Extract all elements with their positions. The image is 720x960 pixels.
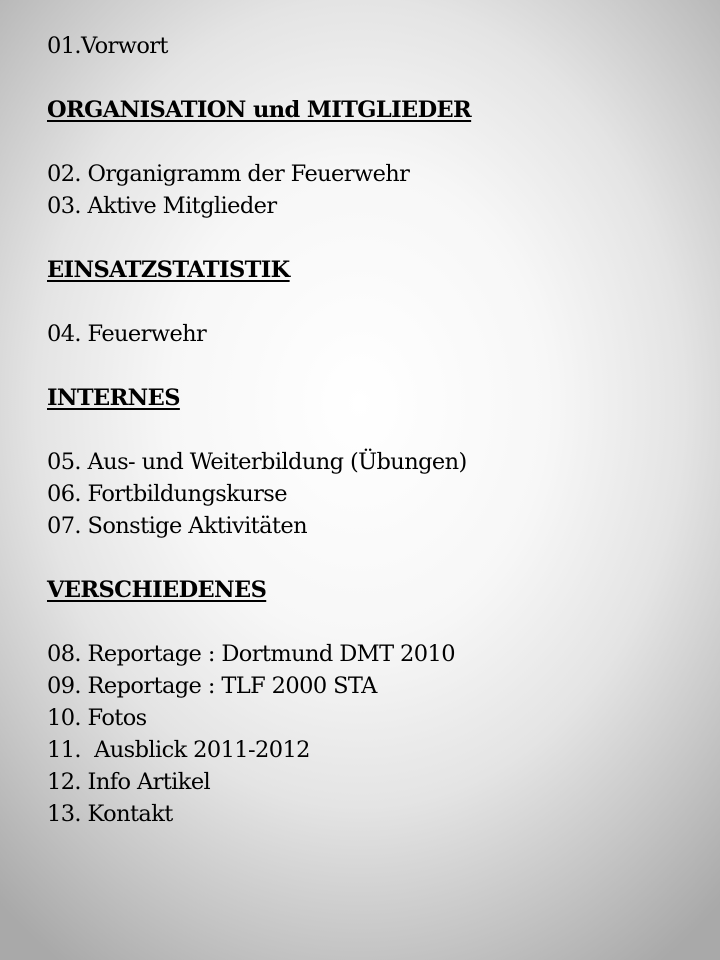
spacer [47, 542, 687, 574]
toc-item-fortbildungskurse: 06. Fortbildungskurse [47, 481, 287, 507]
toc-item-ausblick: 11. Ausblick 2011-2012 [47, 737, 310, 763]
section-heading-internes: INTERNES [47, 385, 180, 411]
spacer [47, 126, 687, 158]
toc-item-kontakt: 13. Kontakt [47, 801, 173, 827]
spacer [47, 62, 687, 94]
spacer [47, 606, 687, 638]
spacer [47, 414, 687, 446]
toc-item-organigramm: 02. Organigramm der Feuerwehr [47, 161, 410, 187]
toc-item-reportage-dortmund: 08. Reportage : Dortmund DMT 2010 [47, 641, 455, 667]
toc-item-info-artikel: 12. Info Artikel [47, 769, 211, 795]
toc-item-feuerwehr: 04. Feuerwehr [47, 321, 207, 347]
toc-item-aktive-mitglieder: 03. Aktive Mitglieder [47, 193, 277, 219]
spacer [47, 350, 687, 382]
toc-item-reportage-tlf: 09. Reportage : TLF 2000 STA [47, 673, 377, 699]
toc-item-vorwort: 01.Vorwort [47, 33, 168, 59]
spacer [47, 222, 687, 254]
section-heading-verschiedenes: VERSCHIEDENES [47, 577, 267, 603]
toc-item-weiterbildung: 05. Aus- und Weiterbildung (Übungen) [47, 449, 467, 475]
section-heading-organisation: ORGANISATION und MITGLIEDER [47, 97, 472, 123]
toc-item-fotos: 10. Fotos [47, 705, 147, 731]
section-heading-einsatzstatistik: EINSATZSTATISTIK [47, 257, 290, 283]
toc-item-sonstige-aktivitaeten: 07. Sonstige Aktivitäten [47, 513, 307, 539]
spacer [47, 286, 687, 318]
table-of-contents [47, 30, 687, 830]
